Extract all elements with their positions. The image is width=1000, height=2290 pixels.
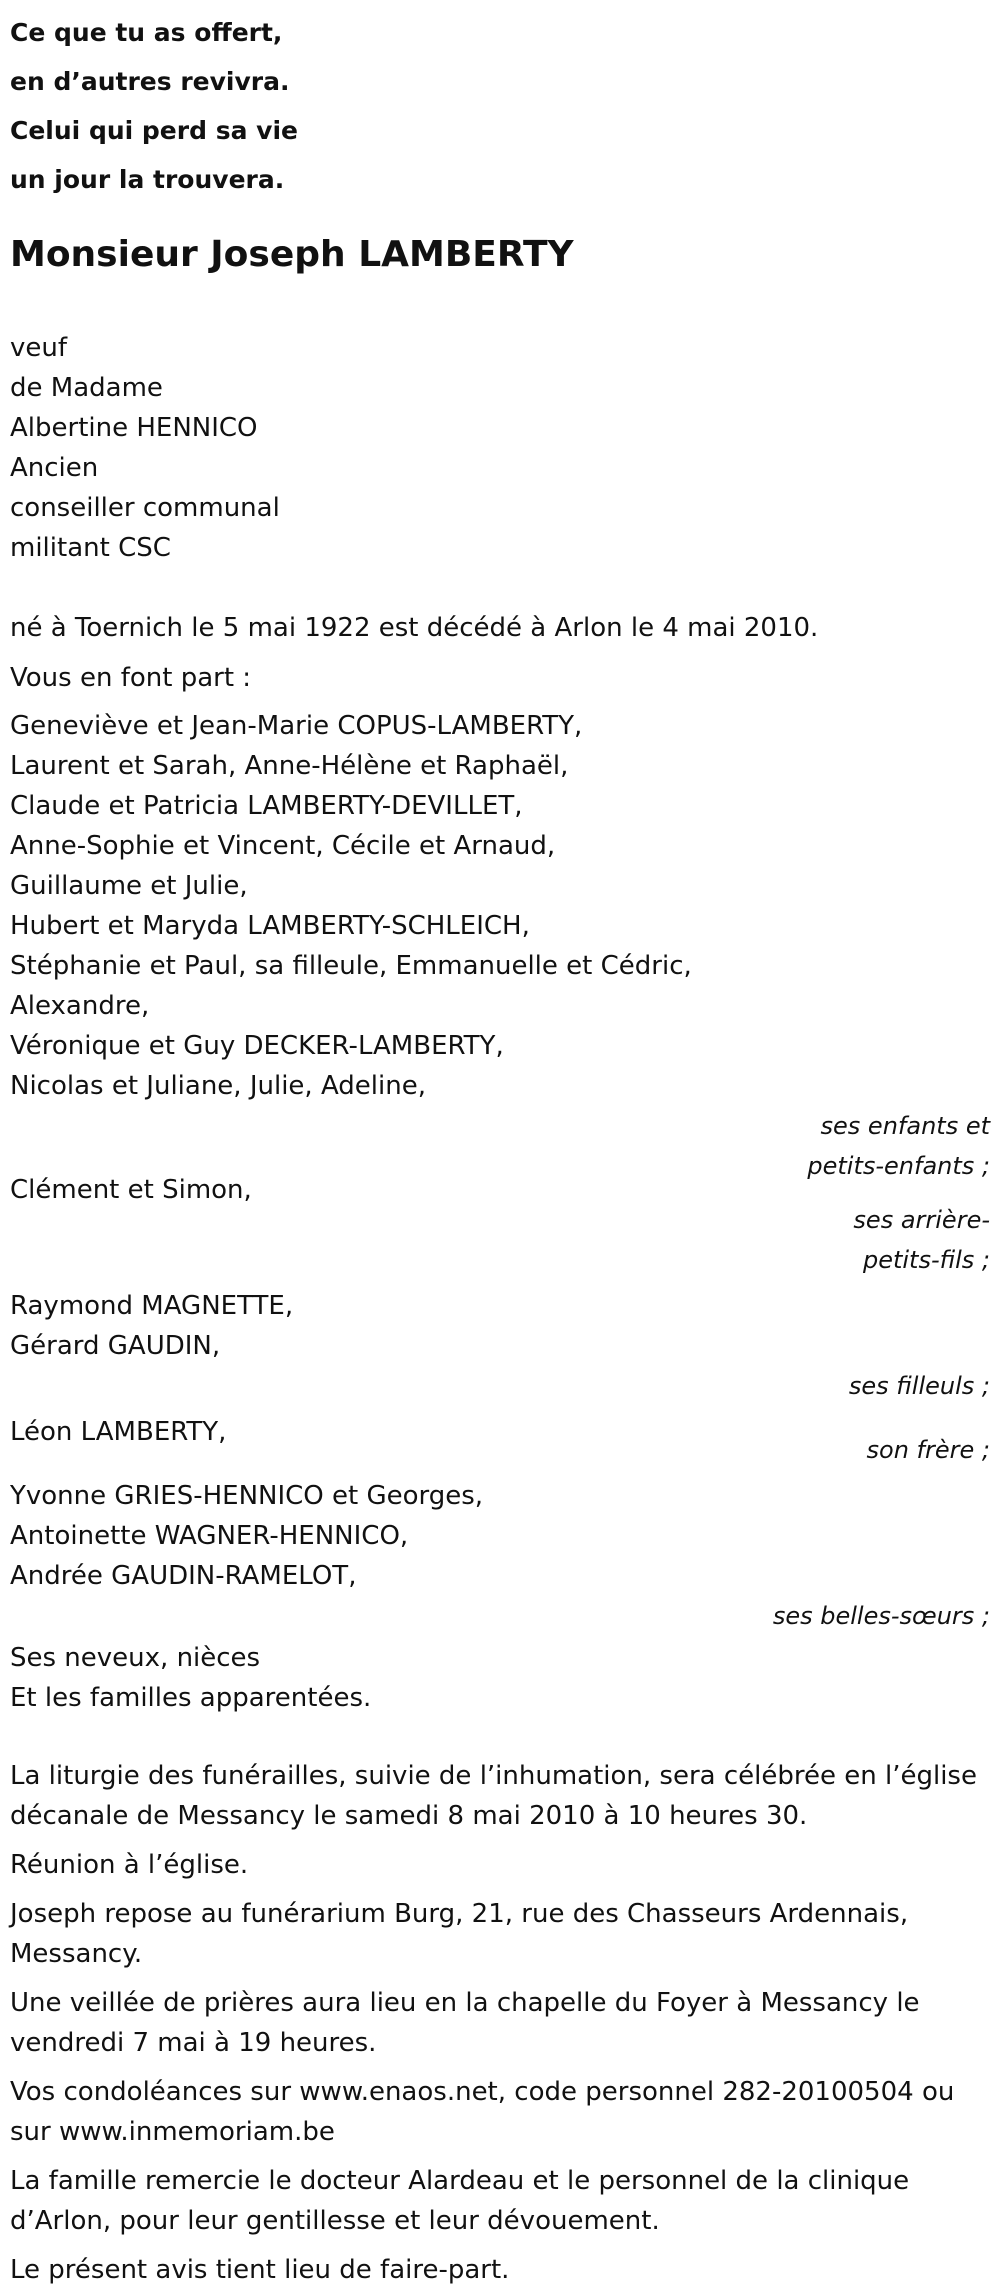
group-great-grandchildren [10, 1175, 990, 1280]
info-paragraph [10, 2072, 990, 2152]
info-line: Messancy. [10, 1939, 143, 1969]
info-paragraph [10, 2161, 990, 2241]
description-line: veuf [10, 333, 68, 363]
family-name: Anne-Sophie et Vincent, Cécile et Arnaud, [10, 831, 556, 861]
role-line: ses enfants et [820, 1112, 990, 1140]
obituary-notice [0, 8, 1000, 2290]
family-name: Léon LAMBERTY, [10, 1417, 227, 1447]
info-line: vendredi 7 mai à 19 heures. [10, 2028, 377, 2058]
family-name: Andrée GAUDIN-RAMELOT, [10, 1561, 357, 1591]
family-name: Hubert et Maryda LAMBERTY-SCHLEICH, [10, 911, 530, 941]
description-line: Albertine HENNICO [10, 413, 258, 443]
info-line: La liturgie des funérailles, suivie de l’inhumation, sera célébrée en l’église [10, 1761, 977, 1791]
epigraph-line: un jour la trouvera. [10, 165, 285, 194]
info-line: d’Arlon, pour leur gentillesse et leur dévouement. [10, 2206, 660, 2236]
description-line: Ancien [10, 453, 99, 483]
group-sisters-in-law [10, 1476, 990, 1636]
group-godchildren [10, 1286, 990, 1406]
relatives-line: Ses neveux, nièces [10, 1643, 261, 1673]
announce-line: Vous en font part : [10, 663, 252, 693]
group-children [10, 706, 990, 1186]
family-name: Stéphanie et Paul, sa filleule, Emmanuelle et Cédric, [10, 951, 692, 981]
family-name: Alexandre, [10, 991, 150, 1021]
relation-role [10, 1200, 990, 1280]
epigraph-line: Celui qui perd sa vie [10, 116, 298, 145]
info-paragraph [10, 1845, 990, 1885]
group-brother [10, 1417, 990, 1470]
epigraph-line: Ce que tu as offert, [10, 18, 283, 47]
info-paragraph [10, 1983, 990, 2063]
role-line: ses arrière- [853, 1206, 990, 1234]
family-name: Antoinette WAGNER-HENNICO, [10, 1521, 409, 1551]
epigraph [10, 8, 990, 204]
family-name: Véronique et Guy DECKER-LAMBERTY, [10, 1031, 504, 1061]
info-line: Joseph repose au funérarium Burg, 21, rue des Chasseurs Ardennais, [10, 1899, 909, 1929]
deceased-name: Monsieur Joseph LAMBERTY [10, 234, 574, 275]
funeral-info [10, 1756, 990, 2290]
role-line: petits-enfants ; [807, 1152, 990, 1180]
family-name: Nicolas et Juliane, Julie, Adeline, [10, 1071, 426, 1101]
family-name: Guillaume et Julie, [10, 871, 248, 901]
role-line: ses filleuls ; [848, 1372, 990, 1400]
family-name: Claude et Patricia LAMBERTY-DEVILLET, [10, 791, 523, 821]
description-line: conseiller communal [10, 493, 280, 523]
info-paragraph [10, 2250, 990, 2290]
family-name: Yvonne GRIES-HENNICO et Georges, [10, 1481, 484, 1511]
info-line: Vos condoléances sur www.enaos.net, code personnel 282-20100504 ou [10, 2077, 955, 2107]
family-name: Gérard GAUDIN, [10, 1331, 221, 1361]
description-line: de Madame [10, 373, 163, 403]
info-line: Réunion à l’église. [10, 1850, 249, 1880]
info-line: sur www.inmemoriam.be [10, 2117, 335, 2147]
role-line: son frère ; [866, 1436, 990, 1464]
info-line: Une veillée de prières aura lieu en la chapelle du Foyer à Messancy le [10, 1988, 920, 2018]
info-paragraph [10, 1894, 990, 1974]
relatives [10, 1638, 990, 1718]
role-line: ses belles-sœurs ; [772, 1602, 990, 1630]
info-line: Le présent avis tient lieu de faire-part. [10, 2255, 510, 2285]
family-name: Geneviève et Jean-Marie COPUS-LAMBERTY, [10, 711, 583, 741]
epigraph-line: en d’autres revivra. [10, 67, 290, 96]
family-name: Raymond MAGNETTE, [10, 1291, 294, 1321]
deceased-description [10, 328, 990, 568]
relation-role [10, 1366, 990, 1406]
info-paragraph [10, 1756, 990, 1836]
family-name: Laurent et Sarah, Anne-Hélène et Raphaël, [10, 751, 569, 781]
role-line: petits-fils ; [862, 1246, 990, 1274]
description-line: militant CSC [10, 533, 171, 563]
family-name: Clément et Simon, [10, 1175, 252, 1205]
info-line: décanale de Messancy le samedi 8 mai 2010 à 10 heures 30. [10, 1801, 808, 1831]
relation-role [10, 1596, 990, 1636]
info-line: La famille remercie le docteur Alardeau et le personnel de la clinique [10, 2166, 910, 2196]
relatives-line: Et les familles apparentées. [10, 1683, 372, 1713]
birth-death-line: né à Toernich le 5 mai 1922 est décédé à Arlon le 4 mai 2010. [10, 613, 819, 643]
